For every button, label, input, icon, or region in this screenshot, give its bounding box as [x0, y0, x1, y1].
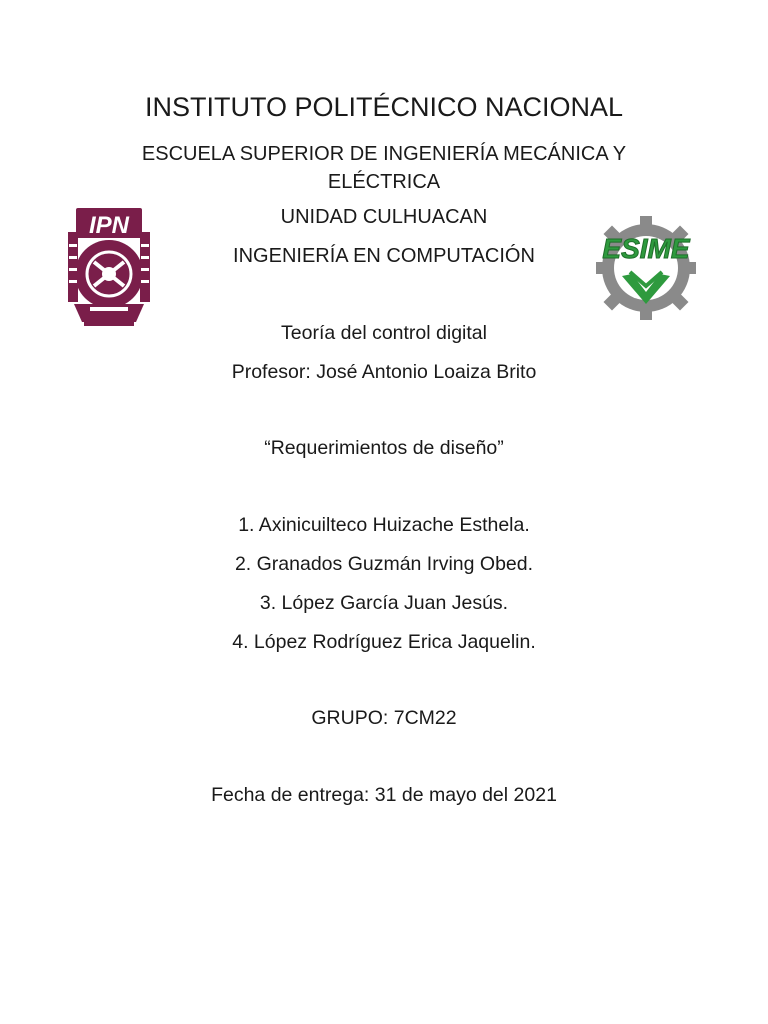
institute-title: INSTITUTO POLITÉCNICO NACIONAL: [144, 92, 624, 122]
course-professor: Profesor: José Antonio Loaiza Brito: [231, 361, 537, 383]
ipn-logo-icon: [64, 204, 154, 330]
group-label: GRUPO: 7CM22: [311, 707, 457, 729]
member-item: 3. López García Juan Jesús.: [259, 592, 509, 614]
assignment-title: “Requerimientos de diseño”: [264, 437, 504, 459]
course-subject: Teoría del control digital: [281, 322, 487, 344]
program-name: INGENIERÍA EN COMPUTACIÓN: [233, 245, 535, 267]
school-name: ESCUELA SUPERIOR DE INGENIERÍA MECÁNICA Y ELÉCTRICA: [141, 143, 627, 193]
due-date: Fecha de entrega: 31 de mayo del 2021: [211, 784, 557, 806]
member-item: 2. Granados Guzmán Irving Obed.: [234, 553, 534, 575]
svg-text:IPN: IPN: [88, 212, 130, 239]
member-item: 4. López Rodríguez Erica Jaquelin.: [232, 631, 536, 653]
svg-text:ESIME: ESIME: [602, 233, 690, 264]
unit-name: UNIDAD CULHUACAN: [280, 206, 488, 228]
esime-logo-icon: [586, 212, 706, 324]
member-item: 1. Axinicuilteco Huizache Esthela.: [238, 514, 530, 536]
